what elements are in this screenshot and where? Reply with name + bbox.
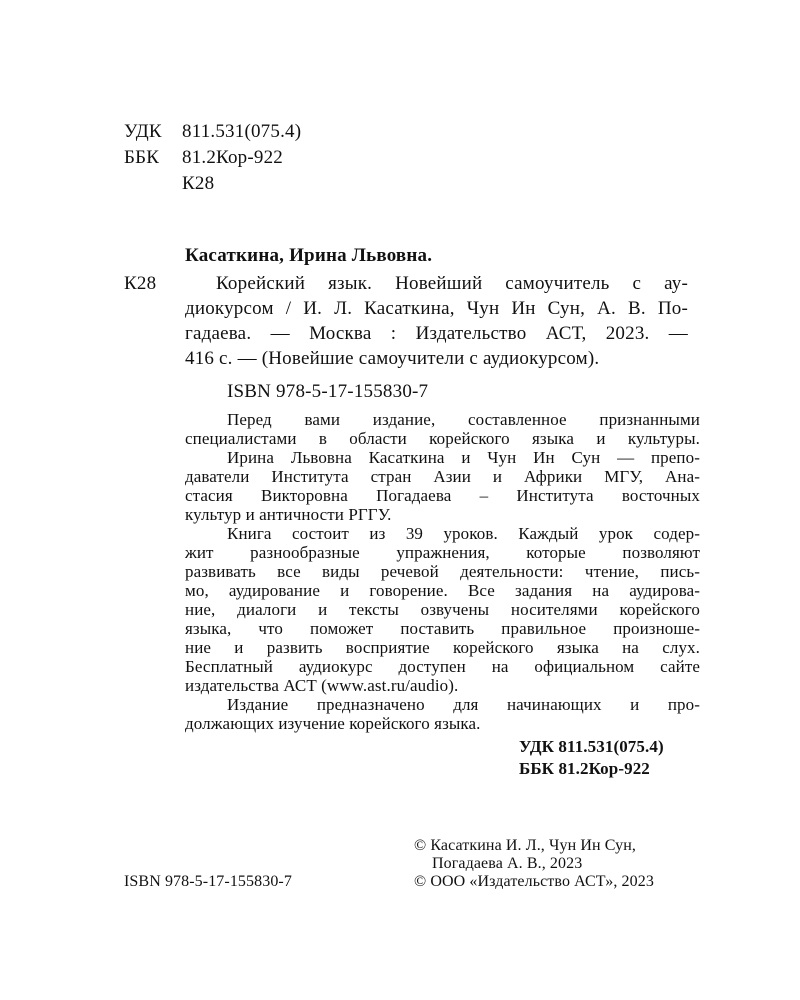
annotation-line: жит разнообразные упражнения, которые позволяют	[185, 543, 700, 562]
annotation-line: ние и развить восприятие корейского языка на слух.	[185, 638, 700, 657]
annotation-line: должающих изучение корейского языка.	[185, 714, 481, 733]
annotation-line: культур и античности РГГУ.	[185, 505, 392, 524]
annotation-bbk: ББК 81.2Кор-922	[519, 759, 650, 778]
description-line: гадаева. — Москва : Издательство АСТ, 2023. —	[185, 323, 688, 344]
annotation-line: языка, что поможет поставить правильное произноше-	[185, 619, 700, 638]
udk-value: 811.531(075.4)	[182, 121, 302, 142]
description-line: диокурсом / И. Л. Касаткина, Чун Ин Сун, А. В. По-	[185, 298, 688, 319]
bbk-value: 81.2Кор-922	[182, 147, 284, 168]
description-line: 416 с. — (Новейшие самоучители с аудиокурсом).	[185, 348, 600, 369]
footer-isbn: ISBN 978-5-17-155830-7	[124, 873, 292, 890]
annotation-line: мо, аудирование и говорение. Все задания на аудирова-	[185, 581, 700, 600]
record-author-mark: К28	[124, 273, 157, 294]
annotation-udk: УДК 811.531(075.4)	[519, 737, 664, 756]
annotation-line: Перед вами издание, составленное признанными	[227, 410, 700, 429]
udk-label: УДК	[124, 121, 162, 142]
annotation-line: Бесплатный аудиокурс доступен на официальном сайте	[185, 657, 700, 676]
copyright-publisher: © ООО «Издательство АСТ», 2023	[414, 873, 654, 890]
record-isbn: ISBN 978-5-17-155830-7	[227, 381, 429, 402]
annotation-line: даватели Института стран Азии и Африки МГУ, Ана-	[185, 467, 700, 486]
annotation-line: развивать все виды речевой деятельности: чтение, пись-	[185, 562, 700, 581]
copyright-authors-cont: Погадаева А. В., 2023	[432, 855, 583, 872]
bbk-label: ББК	[124, 147, 160, 168]
author-mark: К28	[182, 173, 215, 194]
annotation-line: Издание предназначено для начинающих и про-	[227, 695, 700, 714]
annotation-line: стасия Викторовна Погадаева – Института восточных	[185, 486, 700, 505]
annotation-line: ние, диалоги и тексты озвучены носителями корейского	[185, 600, 700, 619]
description-line: Корейский язык. Новейший самоучитель с ау-	[216, 273, 688, 294]
copyright-authors: © Касаткина И. Л., Чун Ин Сун,	[414, 837, 637, 854]
annotation-line: Ирина Львовна Касаткина и Чун Ин Сун — препо-	[227, 448, 700, 467]
annotation-line: специалистами в области корейского языка и культуры.	[185, 429, 700, 448]
annotation-line: Книга состоит из 39 уроков. Каждый урок содер-	[227, 524, 700, 543]
annotation-line: издательства АСТ (www.ast.ru/audio).	[185, 676, 459, 695]
author-heading: Касаткина, Ирина Львовна.	[185, 245, 433, 266]
